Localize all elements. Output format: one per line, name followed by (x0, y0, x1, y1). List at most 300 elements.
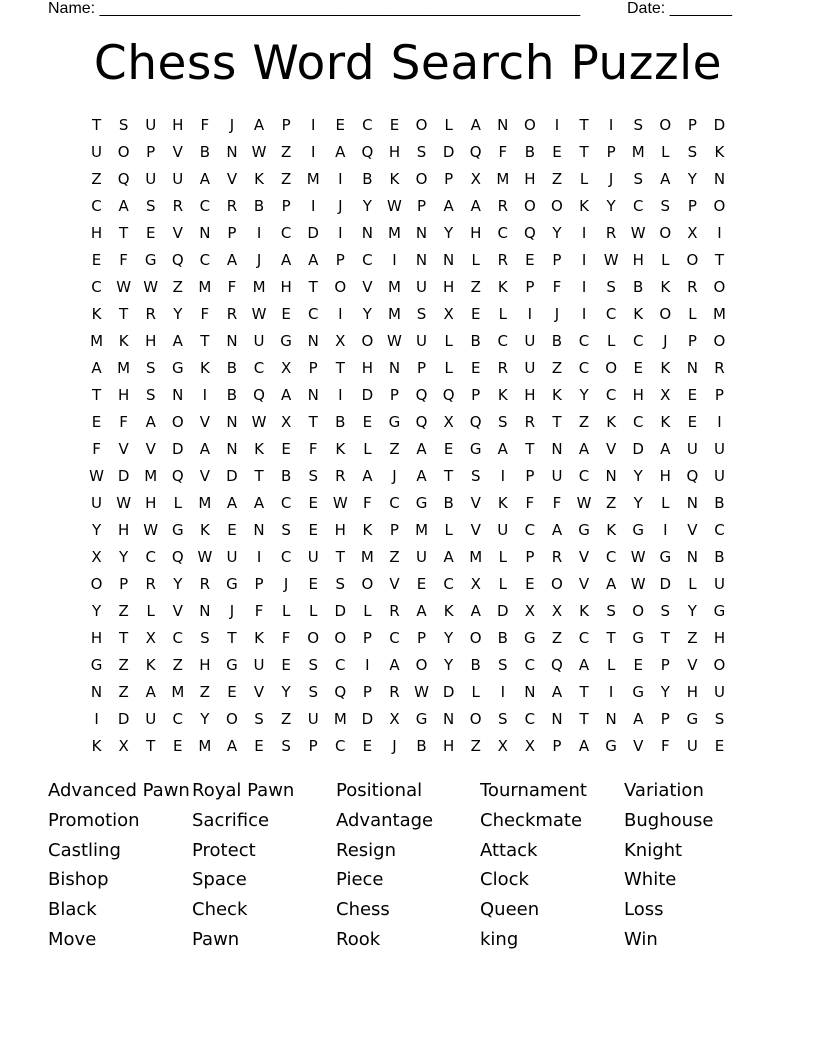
grid-letter: J (229, 601, 235, 620)
grid-letter: Z (199, 682, 210, 701)
grid-letter: L (661, 142, 670, 161)
grid-letter: C (335, 655, 346, 674)
grid-letter: J (283, 574, 289, 593)
grid-letter: A (470, 115, 481, 134)
grid-letter: Y (552, 223, 562, 242)
grid-letter: C (280, 547, 292, 566)
grid-letter: H (361, 358, 373, 377)
grid-letter: S (660, 196, 671, 215)
grid-letter: G (632, 628, 645, 647)
grid-letter: P (525, 466, 535, 485)
grid-letter: I (608, 115, 614, 134)
grid-letter: K (335, 439, 346, 458)
grid-letter: H (686, 682, 698, 701)
grid-letter: S (281, 520, 291, 539)
grid-letter: D (117, 466, 130, 485)
grid-letter: N (226, 439, 238, 458)
grid-letter: P (389, 385, 399, 404)
grid-letter: W (143, 520, 159, 539)
grid-letter: U (713, 439, 725, 458)
grid-letter: V (687, 655, 698, 674)
grid-letter: H (172, 115, 184, 134)
grid-letter: C (632, 412, 644, 431)
grid-letter: O (523, 115, 536, 134)
grid-letter: R (605, 223, 617, 242)
grid-letter: P (471, 385, 481, 404)
grid-letter: A (118, 196, 129, 215)
grid-letter: D (226, 466, 238, 485)
grid-letter: X (443, 412, 454, 431)
grid-letter: O (361, 574, 374, 593)
grid-letter: T (335, 547, 345, 566)
grid-letter: S (498, 412, 508, 431)
grid-letter: W (603, 250, 619, 269)
grid-letter: W (89, 466, 104, 485)
grid-letter: M (387, 277, 401, 296)
grid-letter: I (365, 655, 370, 674)
grid-letter: C (578, 628, 590, 647)
grid-letter: S (498, 655, 508, 674)
grid-letter: S (633, 115, 643, 134)
grid-letter: F (498, 142, 508, 161)
grid-letter: P (606, 142, 616, 161)
grid-letter: C (199, 250, 211, 269)
grid-letter: N (443, 250, 455, 269)
grid-letter: A (253, 493, 265, 512)
grid-letter: E (308, 493, 318, 512)
grid-letter: D (442, 142, 455, 161)
grid-letter: X (280, 412, 292, 431)
grid-letter: B (714, 547, 725, 566)
grid-letter: U (307, 709, 319, 728)
grid-letter: N (686, 547, 698, 566)
grid-letter: A (199, 439, 210, 458)
grid-letter: Q (415, 385, 428, 404)
grid-letter: X (524, 736, 535, 755)
grid-letter: N (199, 223, 211, 242)
grid-letter: B (253, 196, 265, 215)
grid-letter: G (90, 655, 103, 674)
grid-letter: C (389, 493, 400, 512)
word-list-item: Chess (336, 899, 390, 921)
grid-letter: R (172, 196, 183, 215)
grid-letter: M (144, 466, 158, 485)
grid-letter: K (497, 385, 508, 404)
grid-letter: Q (415, 412, 428, 431)
word-list-item: Castling (48, 839, 121, 861)
grid-letter: D (442, 682, 455, 701)
grid-letter: O (713, 277, 726, 296)
grid-letter: N (605, 466, 617, 485)
grid-letter: H (524, 169, 536, 188)
word-list-item: Positional (336, 780, 423, 801)
grid-letter: P (660, 709, 670, 728)
grid-letter: O (226, 709, 238, 728)
grid-letter: C (145, 547, 156, 566)
grid-letter: P (146, 142, 156, 161)
grid-letter: Z (551, 358, 563, 377)
grid-letter: S (714, 709, 725, 728)
grid-letter: J (663, 331, 668, 350)
grid-letter: C (91, 277, 102, 296)
grid-letter: O (171, 412, 184, 431)
grid-letter: X (551, 601, 563, 620)
grid-letter: S (660, 601, 671, 620)
grid-letter: A (199, 169, 210, 188)
grid-letter: D (632, 439, 644, 458)
grid-letter: H (334, 520, 346, 539)
grid-letter: L (146, 601, 155, 620)
grid-letter: K (145, 655, 156, 674)
grid-letter: R (551, 547, 563, 566)
grid-letter: M (712, 304, 726, 323)
grid-letter: L (281, 601, 291, 620)
grid-letter: F (119, 412, 128, 431)
grid-letter: A (335, 142, 346, 161)
grid-letter: X (470, 169, 481, 188)
grid-letter: G (469, 439, 482, 458)
grid-letter: N (443, 709, 455, 728)
grid-letter: K (660, 277, 671, 296)
grid-letter: H (145, 493, 157, 512)
grid-letter: Y (444, 628, 454, 647)
grid-letter: H (524, 385, 536, 404)
grid-letter: H (442, 277, 455, 296)
grid-letter: O (713, 196, 726, 215)
grid-letter: A (633, 709, 644, 728)
grid-letter: D (172, 439, 184, 458)
grid-letter: I (717, 223, 722, 242)
grid-letter: W (197, 547, 213, 566)
grid-letter: N (226, 142, 238, 161)
grid-letter: A (362, 466, 373, 485)
grid-letter: H (470, 223, 482, 242)
grid-letter: P (417, 196, 427, 215)
grid-letter: B (524, 142, 536, 161)
grid-letter: R (389, 601, 400, 620)
grid-letter: O (334, 277, 347, 296)
grid-letter: Z (687, 628, 698, 647)
grid-letter: L (471, 250, 480, 269)
date-field-line: Date: _______ (627, 0, 732, 17)
grid-letter: Z (280, 169, 292, 188)
grid-letter: U (416, 331, 428, 350)
grid-letter: Y (281, 682, 291, 701)
grid-letter: L (471, 682, 480, 701)
word-list-item: Check (192, 899, 248, 921)
grid-letter: K (362, 520, 373, 539)
grid-letter: N (713, 169, 726, 188)
grid-letter: R (524, 412, 536, 431)
grid-letter: V (389, 574, 400, 593)
grid-letter: H (388, 142, 401, 161)
grid-letter: Z (172, 655, 183, 674)
grid-letter: T (579, 709, 589, 728)
grid-letter: W (251, 412, 267, 431)
grid-letter: L (309, 601, 318, 620)
grid-letter: O (713, 655, 726, 674)
grid-letter: F (200, 304, 210, 323)
grid-letter: L (606, 331, 616, 350)
grid-letter: L (688, 304, 697, 323)
grid-letter: O (307, 628, 320, 647)
grid-letter: G (144, 250, 157, 269)
grid-letter: T (254, 466, 264, 485)
grid-letter: D (659, 574, 672, 593)
grid-letter: K (497, 277, 508, 296)
grid-letter: E (145, 223, 156, 242)
grid-letter: E (633, 655, 643, 674)
grid-letter: W (414, 682, 429, 701)
grid-letter: Z (91, 169, 102, 188)
word-list-item: Protect (192, 839, 256, 861)
grid-letter: P (254, 574, 264, 593)
grid-letter: P (281, 196, 291, 215)
grid-letter: E (335, 115, 346, 134)
grid-letter: P (714, 385, 724, 404)
grid-letter: V (578, 574, 590, 593)
grid-letter: L (173, 493, 182, 512)
grid-letter: M (360, 547, 374, 566)
grid-letter: R (497, 358, 508, 377)
grid-letter: I (554, 115, 560, 134)
grid-letter: A (578, 439, 590, 458)
grid-letter: K (552, 385, 562, 404)
grid-letter: T (579, 115, 589, 134)
grid-letter: M (171, 682, 185, 701)
grid-letter: C (362, 115, 373, 134)
grid-letter: Q (171, 547, 184, 566)
grid-letter: C (362, 250, 373, 269)
grid-letter: Y (660, 682, 670, 701)
grid-letter: H (280, 277, 292, 296)
grid-letter: K (199, 358, 210, 377)
grid-letter: W (630, 574, 646, 593)
grid-letter: U (497, 520, 509, 539)
grid-letter: C (578, 331, 590, 350)
grid-letter: Z (172, 277, 183, 296)
grid-letter: S (308, 682, 318, 701)
grid-letter: M (469, 547, 483, 566)
grid-letter: T (444, 466, 454, 485)
grid-letter: K (91, 304, 102, 323)
grid-letter: K (660, 412, 671, 431)
grid-letter: A (416, 466, 427, 485)
grid-letter: E (525, 574, 535, 593)
grid-letter: R (497, 196, 508, 215)
grid-letter: G (632, 682, 645, 701)
grid-letter: S (470, 466, 481, 485)
grid-letter: A (172, 331, 183, 350)
grid-letter: M (198, 277, 212, 296)
grid-letter: S (416, 304, 427, 323)
grid-letter: S (145, 196, 156, 215)
grid-letter: C (605, 304, 617, 323)
grid-letter: F (119, 250, 128, 269)
grid-letter: N (388, 358, 401, 377)
grid-letter: Y (444, 655, 454, 674)
grid-letter: C (524, 655, 536, 674)
grid-letter: J (554, 304, 560, 323)
grid-letter: G (415, 709, 428, 728)
grid-letter: P (417, 628, 427, 647)
grid-letter: F (281, 628, 291, 647)
grid-letter: O (605, 358, 618, 377)
grid-letter: Z (470, 277, 481, 296)
grid-letter: U (145, 115, 157, 134)
grid-letter: G (524, 628, 536, 647)
grid-letter: I (663, 520, 668, 539)
grid-letter: C (632, 196, 644, 215)
grid-letter: O (361, 331, 374, 350)
grid-letter: U (172, 169, 184, 188)
word-list-item: Attack (480, 839, 538, 861)
grid-letter: Y (633, 493, 643, 512)
grid-letter: E (552, 142, 562, 161)
grid-letter: L (444, 331, 453, 350)
grid-letter: C (335, 736, 346, 755)
grid-letter: C (443, 574, 454, 593)
grid-letter: T (146, 736, 156, 755)
grid-letter: V (687, 520, 698, 539)
grid-letter: Z (578, 412, 590, 431)
grid-letter: Q (523, 223, 536, 242)
grid-letter: E (91, 250, 102, 269)
grid-letter: N (686, 358, 698, 377)
grid-letter: E (227, 520, 237, 539)
grid-letter: K (118, 331, 129, 350)
grid-letter: E (362, 736, 373, 755)
grid-letter: A (605, 574, 617, 593)
grid-letter: O (551, 196, 563, 215)
grid-letter: N (199, 601, 211, 620)
grid-letter: A (226, 250, 238, 269)
grid-letter: D (361, 709, 374, 728)
grid-letter: M (631, 142, 645, 161)
grid-letter: V (118, 439, 129, 458)
grid-letter: H (90, 628, 103, 647)
grid-letter: A (145, 412, 156, 431)
grid-letter: F (254, 601, 264, 620)
grid-letter: I (310, 196, 316, 215)
grid-letter: P (281, 115, 291, 134)
grid-letter: U (91, 493, 103, 512)
grid-letter: Z (389, 547, 400, 566)
grid-letter: E (687, 412, 698, 431)
grid-letter: G (226, 655, 238, 674)
grid-letter: L (606, 655, 616, 674)
grid-letter: F (227, 277, 237, 296)
grid-letter: L (498, 547, 507, 566)
grid-letter: Q (442, 385, 455, 404)
grid-letter: Y (200, 709, 210, 728)
grid-letter: C (253, 358, 265, 377)
grid-letter: K (254, 169, 264, 188)
grid-letter: Z (470, 736, 481, 755)
grid-letter: B (551, 331, 563, 350)
grid-letter: U (713, 682, 725, 701)
grid-letter: Z (118, 682, 129, 701)
grid-letter: O (415, 169, 428, 188)
grid-letter: Y (173, 304, 183, 323)
grid-letter: G (226, 574, 238, 593)
grid-letter: R (199, 574, 211, 593)
grid-letter: S (633, 169, 643, 188)
grid-letter: V (578, 547, 590, 566)
grid-letter: G (171, 358, 184, 377)
grid-letter: K (714, 142, 725, 161)
grid-letter: D (713, 115, 726, 134)
grid-letter: I (500, 466, 505, 485)
grid-letter: A (253, 115, 265, 134)
grid-letter: N (605, 709, 617, 728)
grid-letter: C (605, 547, 617, 566)
word-list-item: Space (192, 869, 247, 891)
grid-letter: D (307, 223, 319, 242)
grid-letter: C (172, 709, 184, 728)
grid-letter: G (659, 547, 672, 566)
grid-letter: B (497, 628, 508, 647)
grid-letter: P (335, 250, 345, 269)
grid-letter: S (254, 709, 264, 728)
grid-letter: Z (280, 142, 292, 161)
word-list-item: Piece (336, 869, 384, 891)
grid-letter: W (630, 223, 646, 242)
grid-letter: Y (687, 601, 697, 620)
grid-letter: A (145, 682, 156, 701)
grid-letter: D (361, 385, 374, 404)
grid-letter: W (116, 277, 132, 296)
grid-letter: A (280, 250, 292, 269)
grid-letter: N (497, 115, 509, 134)
grid-letter: E (254, 736, 264, 755)
grid-letter: N (307, 331, 319, 350)
grid-letter: P (308, 358, 318, 377)
grid-letter: Z (605, 493, 617, 512)
grid-letter: B (226, 358, 238, 377)
grid-letter: A (497, 439, 508, 458)
grid-letter: E (633, 358, 643, 377)
grid-letter: Y (91, 520, 102, 539)
grid-letter: W (630, 547, 646, 566)
word-list-item: Advanced Pawn (48, 780, 190, 801)
grid-letter: O (469, 709, 482, 728)
grid-letter: T (525, 439, 535, 458)
letter-grid (83, 111, 733, 759)
grid-letter: C (497, 223, 509, 242)
grid-letter: L (363, 439, 372, 458)
grid-letter: B (714, 493, 725, 512)
grid-letter: I (527, 304, 533, 323)
grid-letter: U (253, 331, 265, 350)
grid-letter: Q (551, 655, 563, 674)
grid-letter: E (470, 358, 481, 377)
grid-letter: U (307, 547, 319, 566)
grid-letter: N (524, 682, 536, 701)
grid-letter: O (713, 331, 726, 350)
grid-letter: U (145, 709, 157, 728)
grid-letter: E (281, 439, 291, 458)
grid-letter: P (687, 115, 697, 134)
grid-letter: H (713, 628, 726, 647)
grid-letter: Y (579, 385, 589, 404)
grid-letter: G (632, 520, 645, 539)
grid-letter: S (606, 277, 616, 296)
grid-letter: K (389, 169, 400, 188)
grid-letter: Q (171, 466, 184, 485)
grid-letter: J (608, 169, 614, 188)
grid-letter: M (387, 223, 401, 242)
